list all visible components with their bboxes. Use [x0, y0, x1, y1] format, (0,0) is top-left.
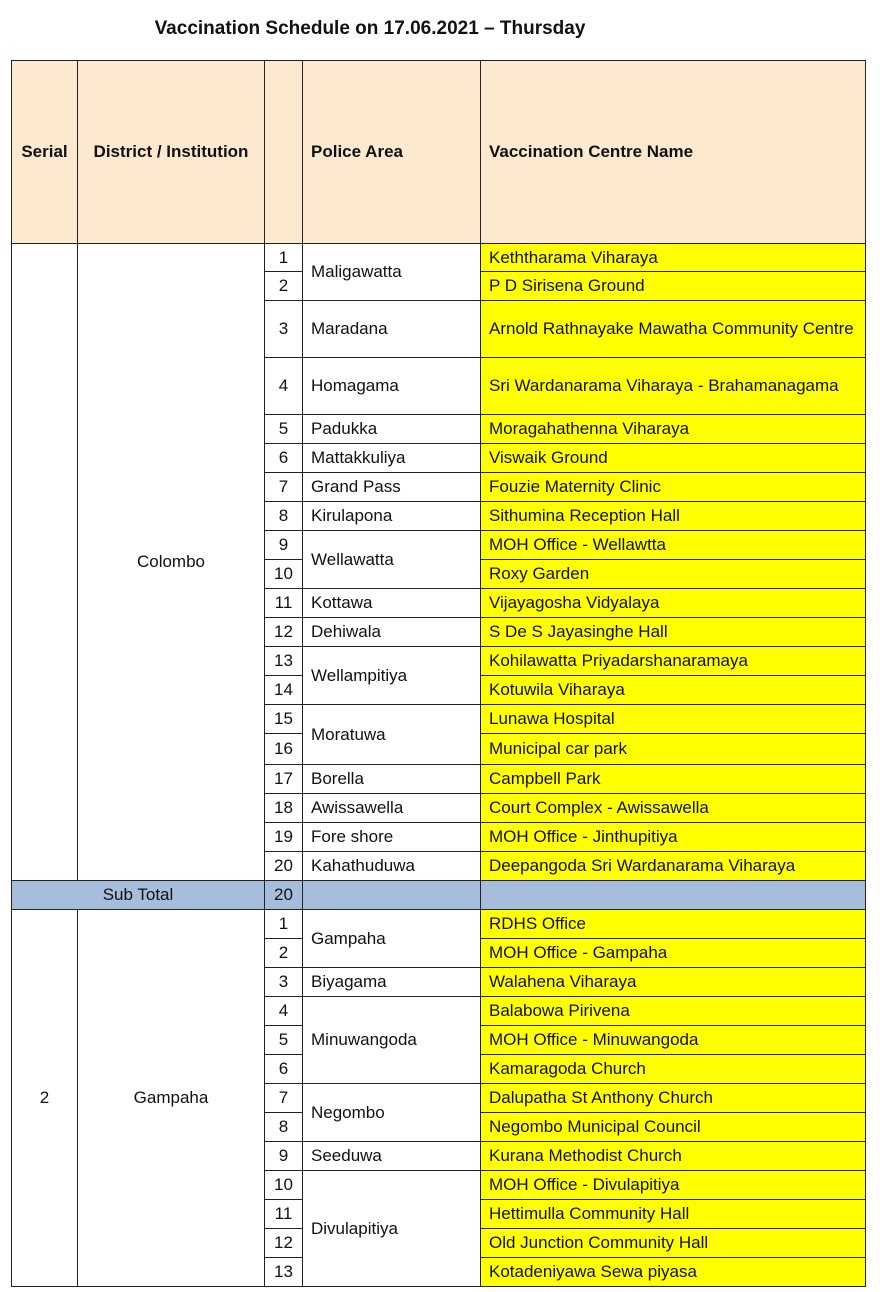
vaccination-centre-cell: P D Sirisena Ground — [481, 272, 866, 301]
police-area-cell: Divulapitiya — [303, 1171, 481, 1287]
subtotal-label: Sub Total — [12, 881, 265, 910]
police-area-cell: Seeduwa — [303, 1142, 481, 1171]
entry-number: 4 — [265, 997, 303, 1026]
entry-number: 1 — [265, 910, 303, 939]
entry-number: 8 — [265, 502, 303, 531]
vaccination-centre-cell: Kurana Methodist Church — [481, 1142, 866, 1171]
vaccination-centre-cell: MOH Office - Wellawtta — [481, 531, 866, 560]
vaccination-centre-cell: MOH Office - Divulapitiya — [481, 1171, 866, 1200]
entry-number: 6 — [265, 444, 303, 473]
serial-cell: 2 — [12, 910, 78, 1287]
police-area-cell: Maradana — [303, 301, 481, 358]
entry-number: 6 — [265, 1055, 303, 1084]
vaccination-centre-cell: Moragahathenna Viharaya — [481, 415, 866, 444]
subtotal-row — [12, 881, 866, 910]
police-area-cell: Borella — [303, 765, 481, 794]
vaccination-centre-cell: Viswaik Ground — [481, 444, 866, 473]
entry-number: 10 — [265, 1171, 303, 1200]
entry-number: 3 — [265, 968, 303, 997]
entry-number: 11 — [265, 1200, 303, 1229]
entry-number: 5 — [265, 1026, 303, 1055]
page-title: Vaccination Schedule on 17.06.2021 – Thursday — [154, 18, 586, 39]
entry-number: 17 — [265, 765, 303, 794]
subtotal-empty-area — [303, 881, 481, 910]
subtotal-empty-centre — [481, 881, 866, 910]
vaccination-centre-cell: Balabowa Pirivena — [481, 997, 866, 1026]
entry-number: 13 — [265, 647, 303, 676]
entry-number: 11 — [265, 589, 303, 618]
vaccination-centre-cell: Campbell Park — [481, 765, 866, 794]
entry-number: 4 — [265, 358, 303, 415]
table-body — [12, 244, 866, 1287]
police-area-cell: Moratuwa — [303, 705, 481, 765]
table-row — [12, 910, 866, 939]
header-vaccination-centre: Vaccination Centre Name — [481, 61, 866, 244]
police-area-cell: Fore shore — [303, 823, 481, 852]
header-police-area: Police Area — [303, 61, 481, 244]
table-row — [12, 244, 866, 272]
police-area-cell: Homagama — [303, 358, 481, 415]
police-area-cell: Padukka — [303, 415, 481, 444]
vaccination-centre-cell: Lunawa Hospital — [481, 705, 866, 734]
entry-number: 5 — [265, 415, 303, 444]
vaccination-centre-cell: Court Complex - Awissawella — [481, 794, 866, 823]
header-number — [265, 61, 303, 244]
table-header — [12, 61, 866, 244]
entry-number: 14 — [265, 676, 303, 705]
header-district: District / Institution — [78, 61, 265, 244]
entry-number: 2 — [265, 272, 303, 301]
entry-number: 12 — [265, 618, 303, 647]
subtotal-value: 20 — [265, 881, 303, 910]
entry-number: 1 — [265, 244, 303, 272]
entry-number: 2 — [265, 939, 303, 968]
police-area-cell: Grand Pass — [303, 473, 481, 502]
vaccination-centre-cell: Deepangoda Sri Wardanarama Viharaya — [481, 852, 866, 881]
entry-number: 9 — [265, 1142, 303, 1171]
district-cell: Gampaha — [78, 910, 265, 1287]
vaccination-centre-cell: Sri Wardanarama Viharaya - Brahamanagama — [481, 358, 866, 415]
police-area-cell: Wellampitiya — [303, 647, 481, 705]
vaccination-centre-cell: Kotadeniyawa Sewa piyasa — [481, 1258, 866, 1287]
entry-number: 18 — [265, 794, 303, 823]
header-serial: Serial — [12, 61, 78, 244]
entry-number: 9 — [265, 531, 303, 560]
vaccination-centre-cell: Keththarama Viharaya — [481, 244, 866, 272]
police-area-cell: Kahathuduwa — [303, 852, 481, 881]
entry-number: 16 — [265, 734, 303, 765]
entry-number: 3 — [265, 301, 303, 358]
police-area-cell: Mattakkuliya — [303, 444, 481, 473]
vaccination-centre-cell: Fouzie Maternity Clinic — [481, 473, 866, 502]
entry-number: 7 — [265, 1084, 303, 1113]
vaccination-centre-cell: RDHS Office — [481, 910, 866, 939]
vaccination-centre-cell: Municipal car park — [481, 734, 866, 765]
vaccination-centre-cell: Kotuwila Viharaya — [481, 676, 866, 705]
police-area-cell: Minuwangoda — [303, 997, 481, 1084]
entry-number: 7 — [265, 473, 303, 502]
entry-number: 10 — [265, 560, 303, 589]
vaccination-centre-cell: Dalupatha St Anthony Church — [481, 1084, 866, 1113]
vaccination-centre-cell: Walahena Viharaya — [481, 968, 866, 997]
vaccination-centre-cell: Old Junction Community Hall — [481, 1229, 866, 1258]
vaccination-centre-cell: MOH Office - Gampaha — [481, 939, 866, 968]
vaccination-centre-cell: Hettimulla Community Hall — [481, 1200, 866, 1229]
entry-number: 13 — [265, 1258, 303, 1287]
header-row — [12, 61, 866, 244]
serial-cell — [12, 244, 78, 881]
police-area-cell: Dehiwala — [303, 618, 481, 647]
vaccination-centre-cell: Roxy Garden — [481, 560, 866, 589]
vaccination-centre-cell: Kohilawatta Priyadarshanaramaya — [481, 647, 866, 676]
vaccination-centre-cell: S De S Jayasinghe Hall — [481, 618, 866, 647]
vaccination-schedule-table — [11, 60, 866, 1287]
police-area-cell: Gampaha — [303, 910, 481, 968]
police-area-cell: Wellawatta — [303, 531, 481, 589]
district-cell: Colombo — [78, 244, 265, 881]
vaccination-centre-cell: MOH Office - Jinthupitiya — [481, 823, 866, 852]
entry-number: 19 — [265, 823, 303, 852]
vaccination-centre-cell: MOH Office - Minuwangoda — [481, 1026, 866, 1055]
entry-number: 20 — [265, 852, 303, 881]
vaccination-centre-cell: Negombo Municipal Council — [481, 1113, 866, 1142]
police-area-cell: Awissawella — [303, 794, 481, 823]
police-area-cell: Biyagama — [303, 968, 481, 997]
vaccination-centre-cell: Vijayagosha Vidyalaya — [481, 589, 866, 618]
police-area-cell: Kirulapona — [303, 502, 481, 531]
police-area-cell: Negombo — [303, 1084, 481, 1142]
vaccination-centre-cell: Arnold Rathnayake Mawatha Community Centre — [481, 301, 866, 358]
entry-number: 12 — [265, 1229, 303, 1258]
police-area-cell: Kottawa — [303, 589, 481, 618]
vaccination-centre-cell: Kamaragoda Church — [481, 1055, 866, 1084]
police-area-cell: Maligawatta — [303, 244, 481, 301]
entry-number: 15 — [265, 705, 303, 734]
entry-number: 8 — [265, 1113, 303, 1142]
vaccination-centre-cell: Sithumina Reception Hall — [481, 502, 866, 531]
